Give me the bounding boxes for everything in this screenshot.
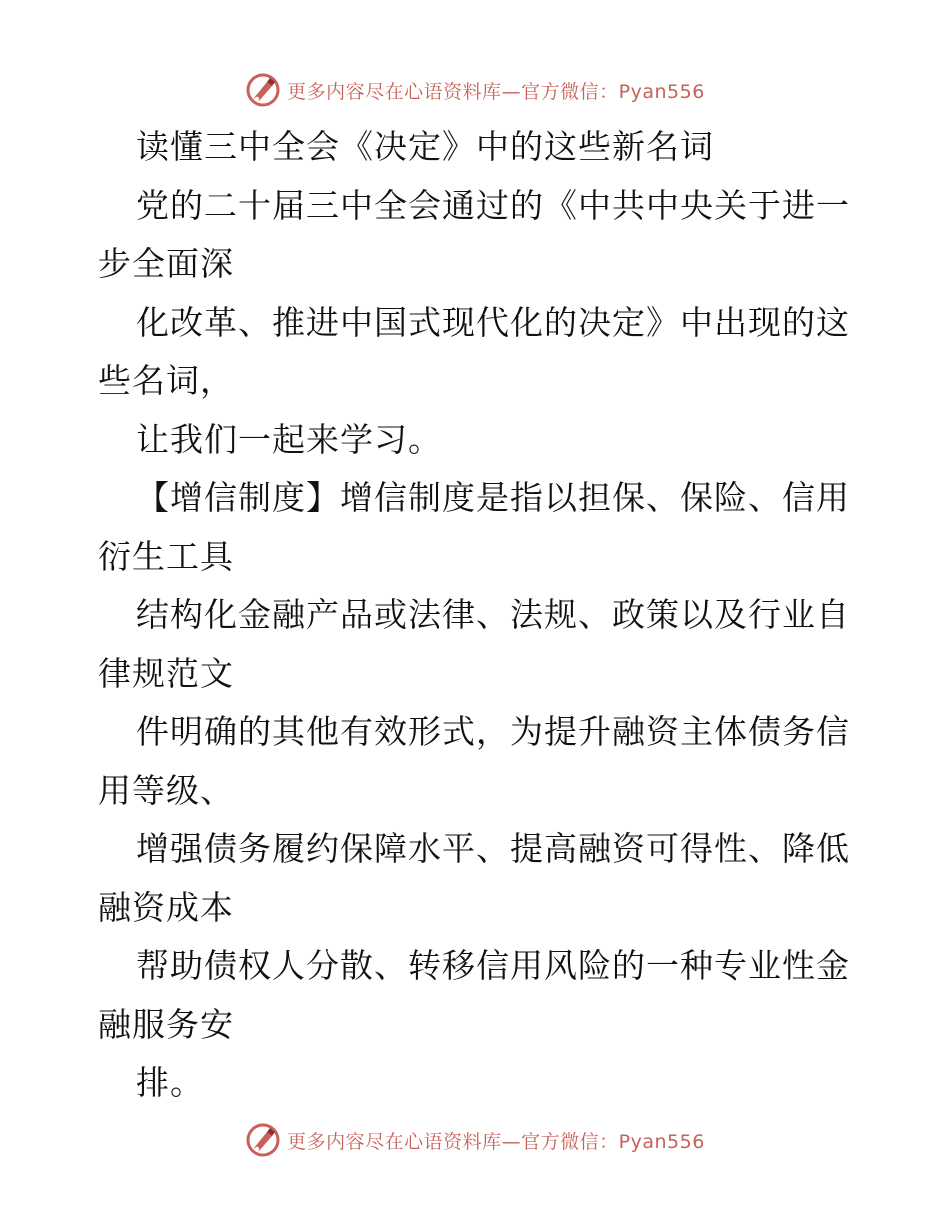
paragraph: 件明确的其他有效形式，为提升融资主体债务信用等级、 bbox=[98, 712, 850, 810]
paragraph: 让我们一起来学习。 bbox=[136, 419, 442, 459]
footer-watermark-banner bbox=[0, 1120, 950, 1160]
paragraph: 排。 bbox=[136, 1063, 204, 1102]
banner-text: 更多内容尽在心语资料库—官方微信：Pyan556 bbox=[287, 1130, 705, 1153]
paragraph: 化改革、推进中国式现代化的决定》中出现的这些名词， bbox=[98, 302, 850, 400]
document-body bbox=[98, 118, 858, 1113]
paragraph: 结构化金融产品或法律、法规、政策以及行业自律规范文 bbox=[98, 595, 850, 693]
banner-text: 更多内容尽在心语资料库—官方微信：Pyan556 bbox=[287, 80, 705, 103]
header-watermark-banner bbox=[0, 70, 950, 110]
pen-logo-icon bbox=[245, 1122, 281, 1158]
paragraph: 增强债务履约保障水平、提高融资可得性、降低融资成本 bbox=[98, 829, 850, 927]
paragraph: 帮助债权人分散、转移信用风险的一种专业性金融服务安 bbox=[98, 946, 850, 1044]
document-title: 读懂三中全会《决定》中的这些新名词 bbox=[136, 127, 714, 166]
paragraph: 党的二十届三中全会通过的《中共中央关于进一步全面深 bbox=[98, 185, 850, 283]
paragraph: 【增信制度】增信制度是指以担保、保险、信用衍生工具 bbox=[98, 478, 850, 576]
pen-logo-icon bbox=[245, 72, 281, 108]
